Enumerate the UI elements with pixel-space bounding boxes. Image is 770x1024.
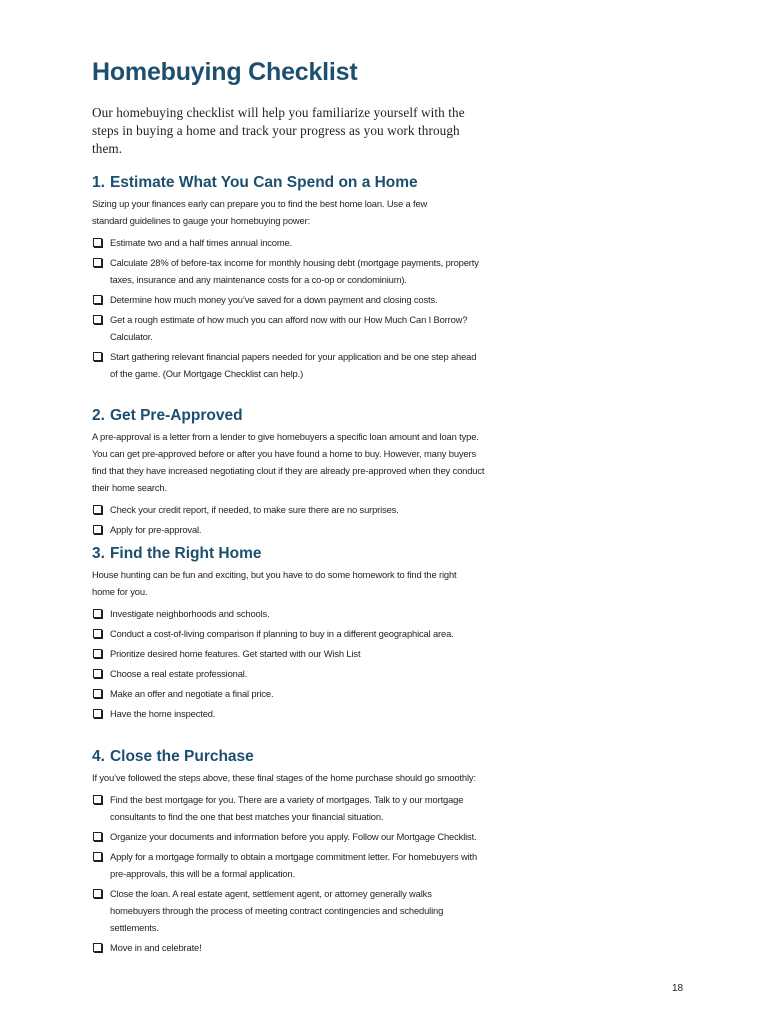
item-text: Have the home inspected.	[110, 708, 216, 719]
checklist-item	[92, 234, 482, 251]
checkbox-icon[interactable]	[93, 609, 102, 618]
checklist-item	[92, 791, 482, 825]
checklist-item	[92, 605, 492, 622]
section-1	[92, 173, 482, 385]
checklist-item	[92, 645, 492, 662]
item-text: Prioritize desired home features. Get started with our Wish List	[110, 648, 361, 659]
checkbox-icon[interactable]	[93, 238, 102, 247]
checkbox-icon[interactable]	[93, 889, 102, 898]
checkbox-icon[interactable]	[93, 943, 102, 952]
section-heading	[92, 747, 492, 767]
checklist-item	[92, 291, 482, 308]
checklist-item	[92, 828, 482, 845]
item-text: Organize your documents and information before you apply. Follow our Mortgage Checklist.	[110, 831, 477, 842]
checklist-item	[92, 311, 482, 345]
checklist-item	[92, 665, 492, 682]
checkbox-icon[interactable]	[93, 649, 102, 658]
checkbox-icon[interactable]	[93, 852, 102, 861]
checkbox-icon[interactable]	[93, 832, 102, 841]
checklist	[92, 605, 492, 722]
checkbox-icon[interactable]	[93, 795, 102, 804]
item-text: Check your credit report, if needed, to make sure there are no surprises.	[110, 504, 399, 515]
item-text: Find the best mortgage for you. There are a variety of mortgages. Talk to y our mortgage consultants to find the one that best matches your financial situation.	[110, 794, 464, 822]
checkbox-icon[interactable]	[93, 669, 102, 678]
item-text: Move in and celebrate!	[110, 942, 202, 953]
item-text: Choose a real estate professional.	[110, 668, 248, 679]
section-number: 2.	[92, 407, 105, 424]
section-description: If you’ve followed the steps above, these final stages of the home purchase should go smoothly:	[92, 772, 476, 783]
item-text: Investigate neighborhoods and schools.	[110, 608, 270, 619]
page-title: Homebuying Checklist	[92, 58, 358, 86]
section-number: 1.	[92, 174, 105, 191]
item-text: Conduct a cost-of-living comparison if planning to buy in a different geographical area.	[110, 628, 454, 639]
checkbox-icon[interactable]	[93, 709, 102, 718]
item-text: Apply for a mortgage formally to obtain a mortgage commitment letter. For homebuyers with pre-approvals, this will be a formal application.	[110, 851, 478, 879]
section-title: Get Pre-Approved	[109, 407, 243, 424]
checkbox-icon[interactable]	[93, 629, 102, 638]
section-description: House hunting can be fun and exciting, but you have to do some homework to find the right home for you.	[92, 569, 457, 597]
checklist	[92, 501, 492, 538]
checklist	[92, 234, 482, 382]
section-4	[92, 747, 492, 959]
intro-paragraph: Our homebuying checklist will help you familiarize yourself with the steps in buying a home and track your progress as you work through them.	[92, 105, 465, 156]
checkbox-icon[interactable]	[93, 525, 102, 534]
checklist-item	[92, 939, 482, 956]
section-description: Sizing up your finances early can prepare you to find the best home loan. Use a few standard guidelines to gauge your homebuying power:	[92, 198, 428, 226]
checklist-item	[92, 521, 492, 538]
checkbox-icon[interactable]	[93, 352, 102, 361]
checklist-item	[92, 625, 492, 642]
checklist-item	[92, 685, 492, 702]
checklist-item	[92, 348, 482, 382]
section-heading	[92, 544, 492, 564]
checklist-item	[92, 885, 482, 936]
item-text: Determine how much money you’ve saved for a down payment and closing costs.	[110, 294, 438, 305]
item-text: Apply for pre-approval.	[110, 524, 202, 535]
page-number: 18	[672, 983, 684, 994]
item-text: Make an offer and negotiate a final price.	[110, 688, 274, 699]
section-2	[92, 406, 492, 541]
checklist-item	[92, 848, 482, 882]
checkbox-icon[interactable]	[93, 295, 102, 304]
item-text: Close the loan. A real estate agent, settlement agent, or attorney generally walks homebuyers through the process of meeting contract contingencies and scheduling settlements.	[110, 888, 444, 933]
item-text: Get a rough estimate of how much you can afford now with our How Much Can I Borrow? Calculator.	[110, 314, 468, 342]
checkbox-icon[interactable]	[93, 505, 102, 514]
checklist-item	[92, 501, 492, 518]
section-number: 4.	[92, 748, 105, 765]
section-heading	[92, 173, 482, 193]
checkbox-icon[interactable]	[93, 315, 102, 324]
section-number: 3.	[92, 545, 105, 562]
item-text: Estimate two and a half times annual income.	[110, 237, 293, 248]
checklist	[92, 791, 482, 956]
checkbox-icon[interactable]	[93, 689, 102, 698]
item-text: Calculate 28% of before-tax income for monthly housing debt (mortgage payments, property taxes, insurance and any maintenance costs for a co-op or condominium).	[110, 257, 479, 285]
section-title: Close the Purchase	[109, 748, 254, 765]
checklist-item	[92, 254, 482, 288]
checklist-item	[92, 705, 492, 722]
checkbox-icon[interactable]	[93, 258, 102, 267]
section-description: A pre-approval is a letter from a lender to give homebuyers a specific loan amount and loan type. You can get pre-approved before or after you have found a home to buy. However, many buyers find that they have increased negotiating clout if they are already pre-approved when they conduct their home search.	[92, 431, 485, 493]
item-text: Start gathering relevant financial papers needed for your application and be one step ahead of the game. (Our Mortgage Checklist can help.)	[110, 351, 477, 379]
section-3	[92, 544, 492, 725]
section-title: Estimate What You Can Spend on a Home	[109, 174, 418, 191]
section-title: Find the Right Home	[109, 545, 262, 562]
section-heading	[92, 406, 492, 426]
